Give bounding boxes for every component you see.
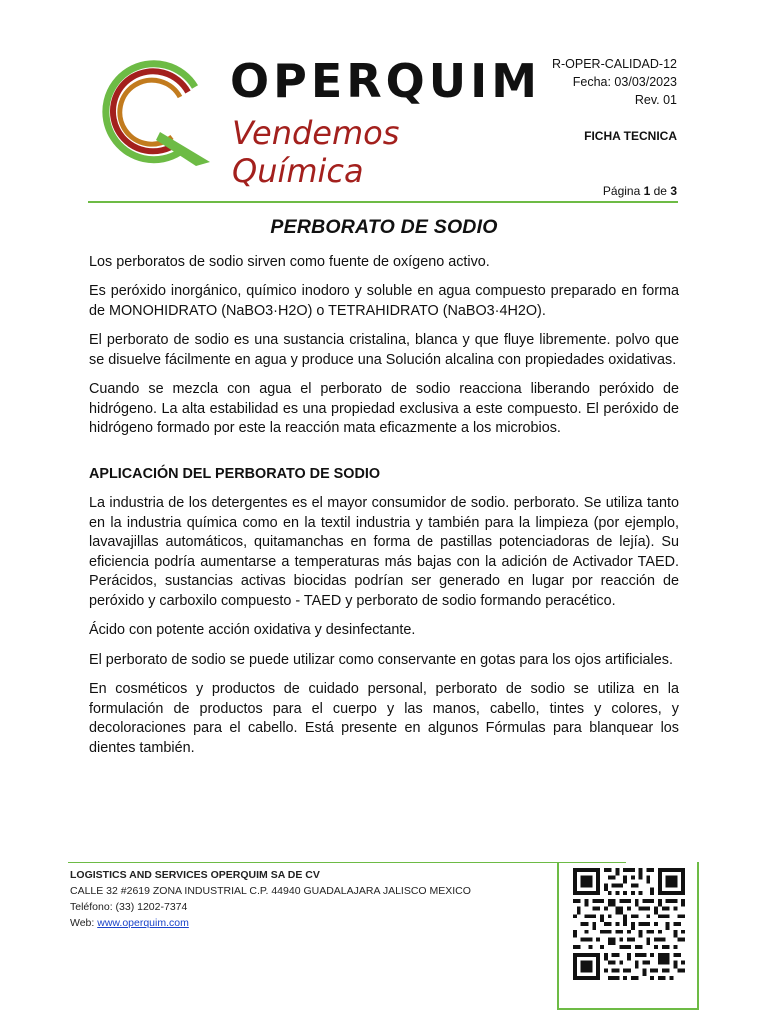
document-code: R-OPER-CALIDAD-12 <box>551 57 677 71</box>
operquim-q-logo-icon <box>100 52 220 172</box>
paragraph: En cosméticos y productos de cuidado personal, perborato de sodio se utiliza en la formulación de productos para el cuerpo y las manos, cabello, tintes y colores, y decoloraciones para el cabello. Está presente en algunos Fórmulas para blanquear los dientes también. <box>89 681 679 756</box>
header-divider <box>88 201 678 203</box>
document-revision: Rev. 01 <box>634 93 677 107</box>
page-of: de <box>650 184 671 198</box>
document-info <box>552 55 677 145</box>
footer-company: LOGISTICS AND SERVICES OPERQUIM SA DE CV <box>70 869 320 881</box>
footer-phone: Teléfono: (33) 1202-7374 <box>70 901 188 913</box>
page-prefix: Página <box>602 184 644 198</box>
page-title: PERBORATO DE SODIO <box>270 216 498 238</box>
footer-divider <box>68 862 626 863</box>
page-total: 3 <box>670 184 677 198</box>
paragraph: El perborato de sodio se puede utilizar como conservante en gotas para los ojos artificiales. <box>89 651 673 668</box>
paragraph: Es peróxido inorgánico, químico inodoro y soluble en agua compuesto preparado en forma de MONOHIDRATO (NaBO3·H2O) o TETRAHIDRATO (NaBO3·4H2O). <box>89 283 679 319</box>
brand-slogan: Vendemos Química <box>232 114 400 190</box>
brand-logo <box>100 52 542 190</box>
paragraph: Ácido con potente acción oxidativa y desinfectante. <box>89 622 416 638</box>
brand-name: OPERQUIM <box>230 54 542 108</box>
footer-web-label: Web: <box>70 917 98 929</box>
footer-web-link[interactable]: www.operquim.com <box>97 917 189 929</box>
page-number <box>603 184 677 198</box>
document-type: FICHA TECNICA <box>584 129 677 143</box>
document-body <box>89 218 679 768</box>
document-date: Fecha: 03/03/2023 <box>572 75 677 89</box>
footer <box>70 867 471 931</box>
paragraph: Cuando se mezcla con agua el perborato de sodio reacciona liberando peróxido de hidrógeno. La alta estabilidad es una propiedad exclusiva a este compuesto. El peróxido de hidrógeno formado por este la reacción mata eficazmente a los microbios. <box>89 381 679 436</box>
page-current: 1 <box>643 184 651 198</box>
qr-code-icon[interactable] <box>573 868 685 980</box>
section-heading: APLICACIÓN DEL PERBORATO DE SODIO <box>89 465 381 482</box>
footer-web <box>70 915 471 931</box>
paragraph: La industria de los detergentes es el mayor consumidor de sodio. perborato. Se utiliza tanto en la industria química como en la textil industria y también para la limpieza (por ejemplo, lavavajillas automáticos, quitamanchas en forma de pastillas potenciadoras de lejía). Su eficiencia podría aumentarse a temperaturas más bajas con la adición de Activador TAED. Perácidos, sustancias activas biocidas podrían ser generado en lugar por reacción de peróxido y carboxilo compuesto - TAED y perborato de sodio formando peracético. <box>89 495 679 609</box>
qr-frame <box>557 862 699 1010</box>
paragraph: El perborato de sodio es una sustancia cristalina, blanca y que fluye libremente. polvo que se disuelve fácilmente en agua y produce una Solución alcalina con propiedades oxidativas. <box>89 332 679 368</box>
footer-address: CALLE 32 #2619 ZONA INDUSTRIAL C.P. 44940 GUADALAJARA JALISCO MEXICO <box>70 885 471 897</box>
paragraph: Los perboratos de sodio sirven como fuente de oxígeno activo. <box>89 253 490 270</box>
